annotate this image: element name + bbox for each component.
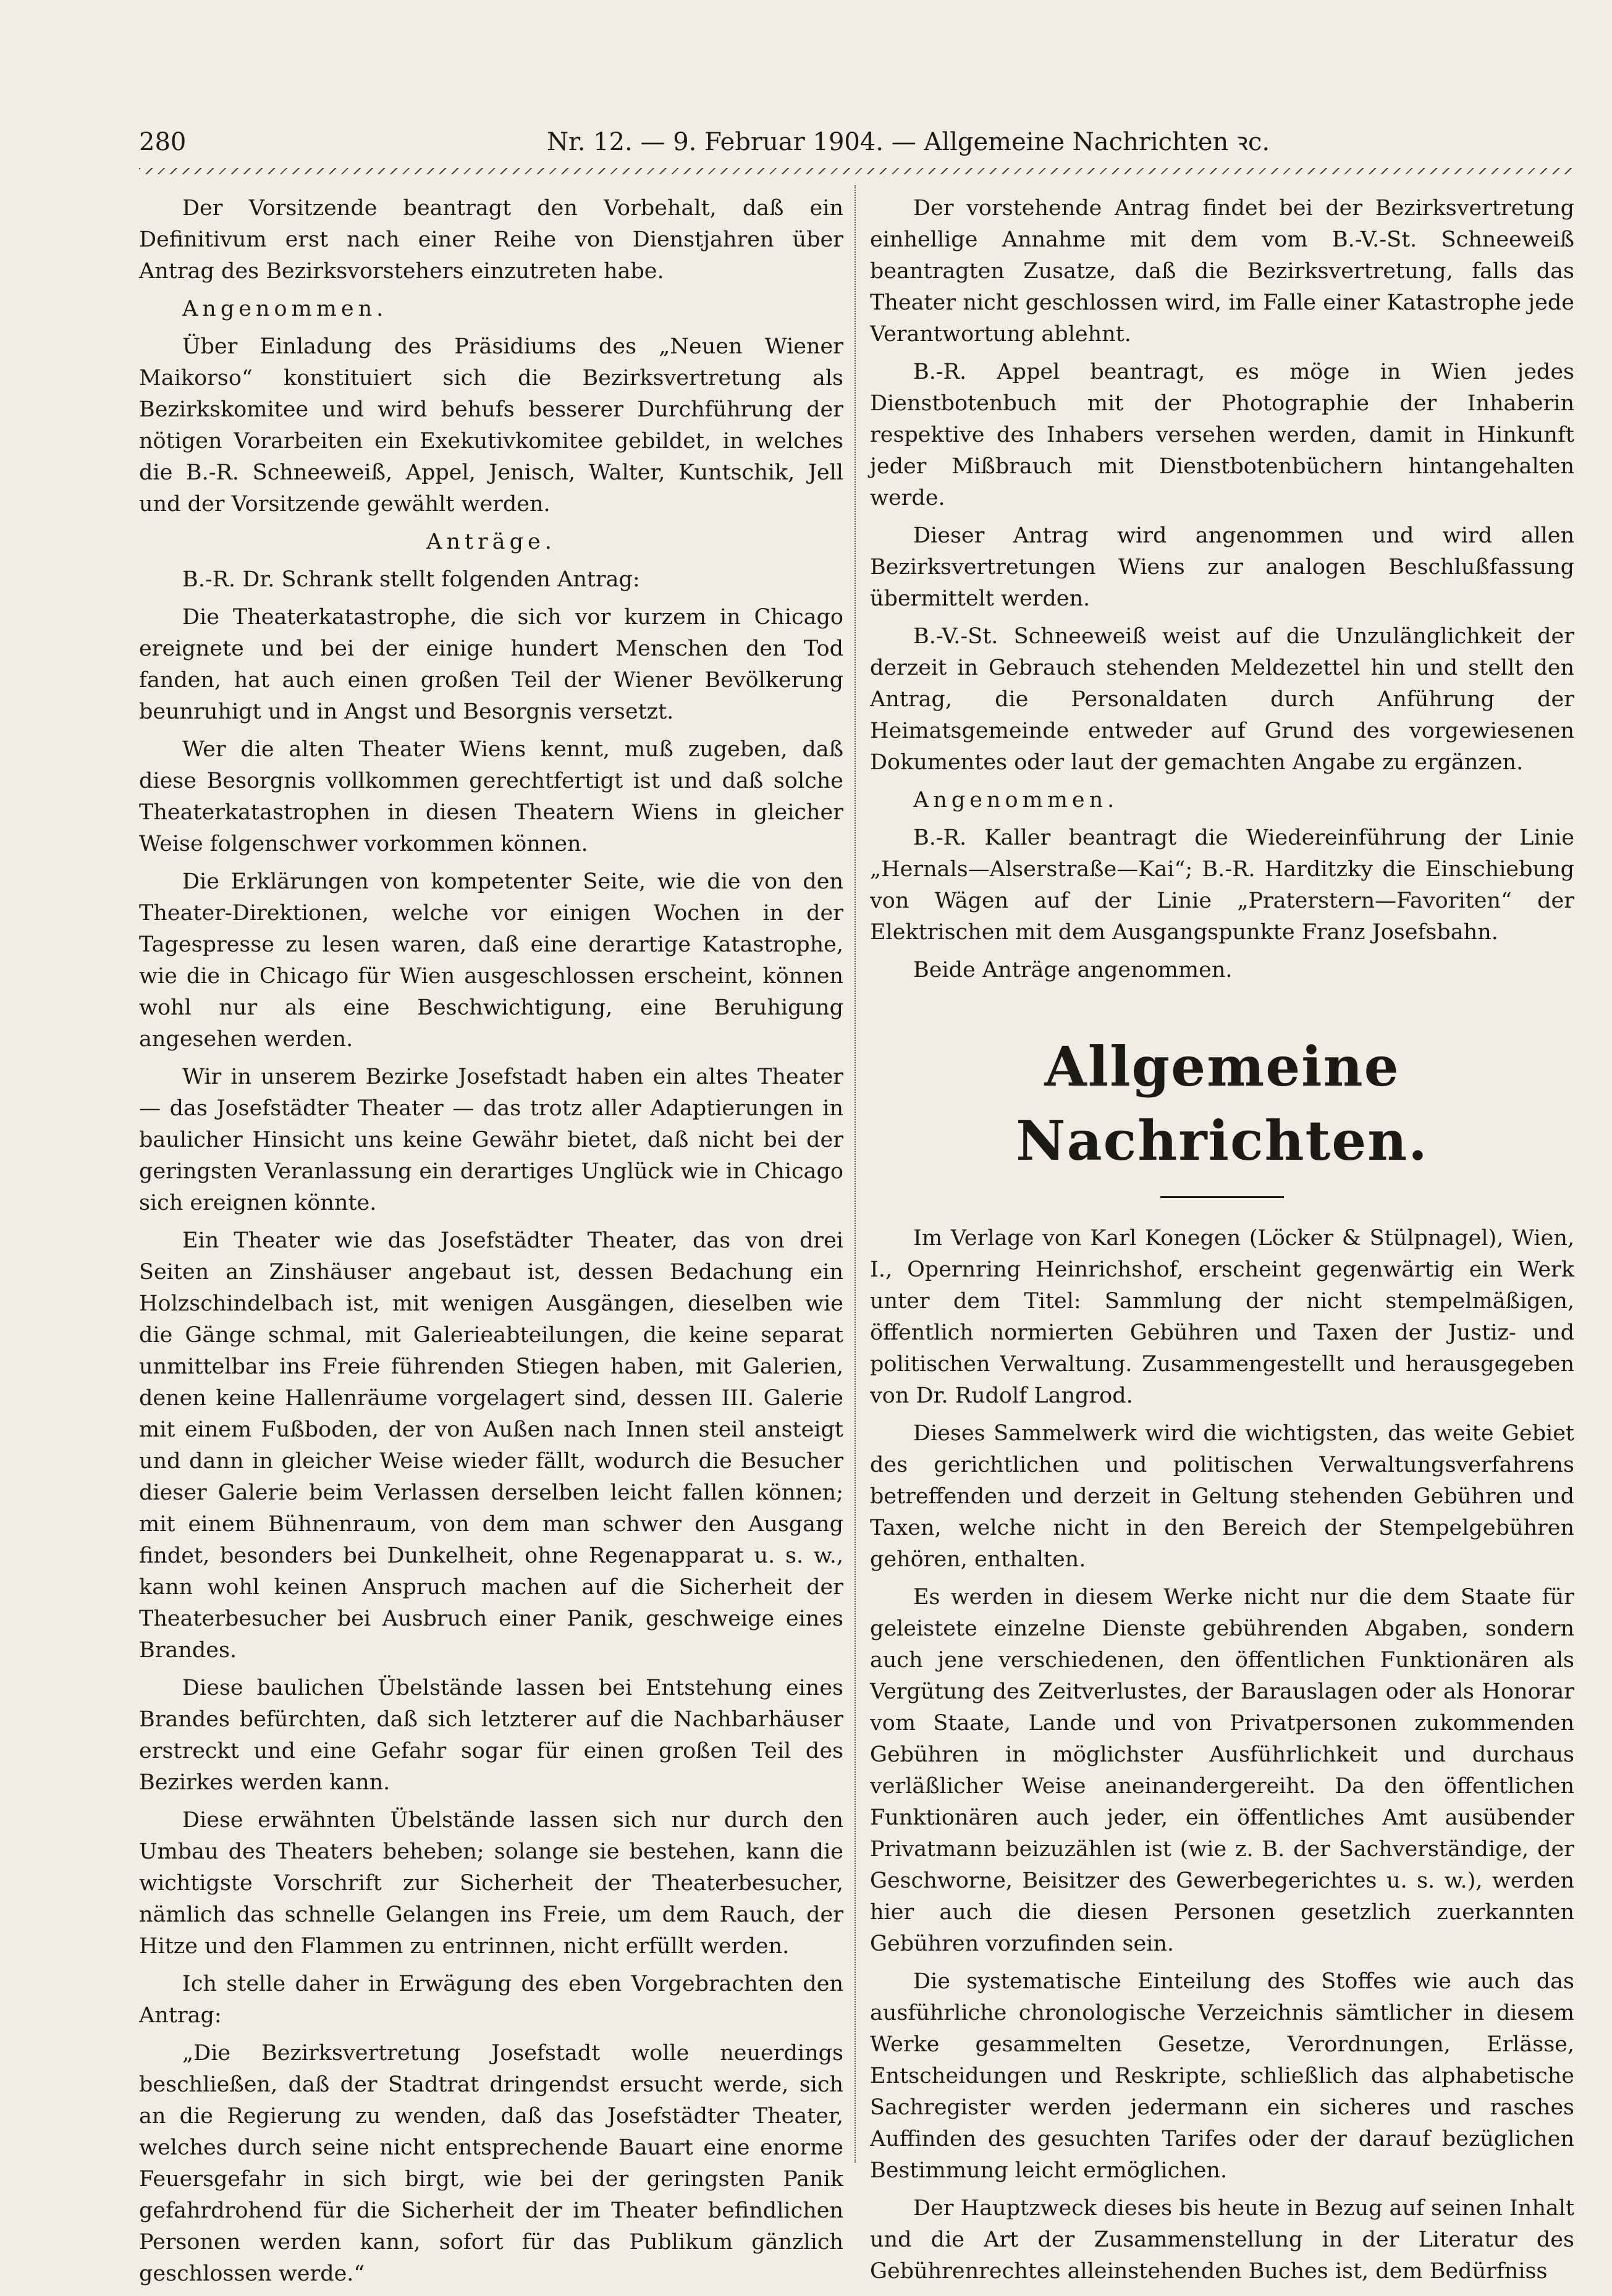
- paragraph: B.-V.-St. Schneeweiß weist auf die Unzulänglichkeit der derzeit in Gebrauch stehenden Meldezettel hin und stellt den Antrag, die Personaldaten durch Anführung der Heimatsgemeinde entweder auf Grund des vorgewiesenen Dokumentes oder laut der gemachten Angabe zu ergänzen.: [870, 624, 1574, 775]
- paragraph-quote: „Die Bezirksvertretung Josefstadt wolle neuerdings beschließen, daß der Stadtrat dringendst ersucht werde, sich an die Regierung zu wenden, daß das Josefstädter Theater, welches durch seine nicht entsprechende Bauart eine enorme Feuersgefahr in sich birgt, wie bei der geringsten Panik gefahrdrohend für die Sicherheit der im Theater befindlichen Personen werden kann, sofort für das Publikum gänzlich geschlossen werde.“: [139, 2041, 843, 2286]
- paragraph: Über Einladung des Präsidiums des „Neuen Wiener Maikorso“ konstituiert sich die Bezirksvertretung als Bezirkskomitee und wird behufs besserer Durchführung der nötigen Vorarbeiten ein Exekutivkomitee gebildet, in welches die B.-R. Schneeweiß, Appel, Jenisch, Walter, Kuntschik, Jell und der Vorsitzende gewählt werden.: [139, 334, 843, 517]
- page-header: [139, 124, 1508, 161]
- column-divider: [855, 185, 856, 2163]
- paragraph: Die Theaterkatastrophe, die sich vor kurzem in Chicago ereignete und bei der einige hundert Menschen den Tod fanden, hat auch einen großen Teil der Wiener Bevölkerung beunruhigt und in Angst und Besorgnis versetzt.: [139, 605, 843, 724]
- paragraph: Ein Theater wie das Josefstädter Theater, das von drei Seiten an Zinshäuser angebaut ist, dessen Bedachung ein Holzschindelbach ist, mit wenigen Ausgängen, dieselben wie die Gänge schmal, mit Galerieabteilungen, die keine separat unmittelbar ins Freie führenden Stiegen haben, mit Galerien, denen keine Hallenräume vorgelagert sind, dessen III. Galerie mit einem Fußboden, der von Außen nach Innen steil ansteigt und dann in gleicher Weise wieder fällt, wodurch die Besucher dieser Galerie beim Verlassen derselben leicht fallen können; mit einem Bühnenraum, von dem man schwer den Ausgang findet, besonders bei Dunkelheit, ohne Regenapparat u. s. w., kann wohl keinen Anspruch machen auf die Sicherheit der Theaterbesucher bei Ausbruch einer Panik, geschweige eines Brandes.: [139, 1228, 843, 1663]
- issue-line: Nr. 12. — 9. Februar 1904. — Allgemeine Nachrichten ꝛc.: [547, 128, 1270, 156]
- header-rule: [139, 168, 1572, 174]
- page-number: 280: [139, 128, 187, 156]
- paragraph: Im Verlage von Karl Konegen (Löcker & Stülpnagel), Wien, I., Opernring Heinrichshof, erscheint gegenwärtig ein Werk unter dem Titel: Sammlung der nicht stempelmäßigen, öffentlich normierten Gebühren und Taxen der Justiz- und politischen Verwaltung. Zusammengestellt und herausgegeben von Dr. Rudolf Langrod.: [870, 1226, 1574, 1408]
- paragraph: Wer die alten Theater Wiens kennt, muß zugeben, daß diese Besorgnis vollkommen gerechtfertigt ist und daß solche Theaterkatastrophen in diesen Theatern Wiens in gleicher Weise folgenschwer vorkommen können.: [139, 737, 843, 856]
- paragraph: Die Erklärungen von kompetenter Seite, wie die von den Theater-Direktionen, welche vor einigen Wochen in der Tagespresse zu lesen waren, daß eine derartige Katastrophe, wie die in Chicago für Wien ausgeschlossen erscheint, können wohl nur als eine Beschwichtigung, eine Beruhigung angesehen werden.: [139, 869, 843, 1052]
- paragraph-accepted: Angenommen.: [913, 788, 1119, 812]
- paragraph: Es werden in diesem Werke nicht nur die dem Staate für geleistete einzelne Dienste gebührenden Abgaben, sondern auch jene verschiedenen, den öffentlichen Funktionären als Vergütung des Zeitverlustes, der Barauslagen oder als Honorar vom Staate, Lande und von Privatpersonen zukommenden Gebühren in möglichster Ausführlichkeit und durchaus verläßlicher Weise aneinandergereiht. Da den öffentlichen Funktionären auch jeder, ein öffentliches Amt ausübender Privatmann beizuzählen ist (wie z. B. der Sachverständige, der Geschworne, Beisitzer des Gewerbegerichtes u. s. w.), werden hier auch die diesen Personen gesetzlich zuerkannten Gebühren vorzufinden sein.: [870, 1585, 1574, 1956]
- paragraph: Der Vorsitzende beantragt den Vorbehalt, daß ein Definitivum erst nach einer Reihe von Dienstjahren über Antrag des Bezirksvorstehers einzutreten habe.: [139, 196, 843, 284]
- right-column: [870, 193, 1574, 2294]
- paragraph: Ich stelle daher in Erwägung des eben Vorgebrachten den Antrag:: [139, 1972, 843, 2028]
- section-heading: Allgemeine Nachrichten.: [1016, 1034, 1428, 1173]
- paragraph: Der vorstehende Antrag findet bei der Bezirksvertretung einhellige Annahme mit dem vom B.-V.-St. Schneeweiß beantragten Zusatze, daß die Bezirksvertretung, falls das Theater nicht geschlossen wird, im Falle einer Katastrophe jede Verantwortung ablehnt.: [870, 196, 1574, 347]
- paragraph: Wir in unserem Bezirke Josefstadt haben ein altes Theater — das Josefstädter Theater — das trotz aller Adaptierungen in baulicher Hinsicht uns keine Gewähr bietet, daß nicht bei der geringsten Veranlassung ein derartiges Unglück wie in Chicago sich ereignen könnte.: [139, 1065, 843, 1215]
- paragraph: Diese erwähnten Übelstände lassen sich nur durch den Umbau des Theaters beheben; solange sie bestehen, kann die wichtigste Vorschrift zur Sicherheit der Theaterbesucher, nämlich das schnelle Gelangen ins Freie, um dem Rauch, der Hitze und den Flammen zu entrinnen, nicht erfüllt werden.: [139, 1808, 843, 1959]
- paragraph: Dieser Antrag wird angenommen und wird allen Bezirksvertretungen Wiens zur analogen Beschlußfassung übermittelt werden.: [870, 523, 1574, 611]
- heading-rule: [1160, 1196, 1284, 1198]
- paragraph: Dieses Sammelwerk wird die wichtigsten, das weite Gebiet des gerichtlichen und politischen Verwaltungsverfahrens betreffenden und derzeit in Geltung stehenden Gebühren und Taxen, welche nicht in den Bereich der Stempelgebühren gehören, enthalten.: [870, 1421, 1574, 1572]
- paragraph: Beide Anträge angenommen.: [913, 958, 1233, 982]
- left-column: [139, 193, 843, 2296]
- paragraph-accepted: Angenommen.: [182, 297, 388, 321]
- paragraph: Der Hauptzweck dieses bis heute in Bezug auf seinen Inhalt und die Art der Zusammenstellung in der Literatur des Gebührenrechtes alleinstehenden Buches ist, dem Bedürfniss: [870, 2196, 1574, 2284]
- paragraph: B.-R. Appel beantragt, es möge in Wien jedes Dienstbotenbuch mit der Photographie der Inhaberin respektive des Inhabers versehen werden, damit in Hinkunft jeder Mißbrauch mit Dienstbotenbüchern hintangehalten werde.: [870, 360, 1574, 510]
- paragraph: B.-R. Dr. Schrank stellt folgenden Antrag:: [182, 567, 640, 592]
- subheading-antraege: Anträge.: [426, 530, 556, 554]
- paragraph: B.-R. Kaller beantragt die Wiedereinführung der Linie „Hernals—Alserstraße—Kai“; B.-R. Harditzky die Einschiebung von Wägen auf der Linie „Praterstern—Favoriten“ der Elektrischen mit dem Ausgangspunkte Franz Josefsbahn.: [870, 825, 1574, 945]
- paragraph: Die systematische Einteilung des Stoffes wie auch das ausführliche chronologische Verzeichnis sämtlicher in diesem Werke gesammelten Gesetze, Verordnungen, Erlässe, Entscheidungen und Reskripte, schließlich das alphabetische Sachregister werden jedermann ein sicheres und rasches Auffinden des gesuchten Tarifes oder der darauf bezüglichen Bestimmung leicht ermöglichen.: [870, 1969, 1574, 2183]
- paragraph: Diese baulichen Übelstände lassen bei Entstehung eines Brandes befürchten, daß sich letzterer auf die Nachbarhäuser erstreckt und eine Gefahr sogar für einen großen Teil des Bezirkes werden kann.: [139, 1676, 843, 1795]
